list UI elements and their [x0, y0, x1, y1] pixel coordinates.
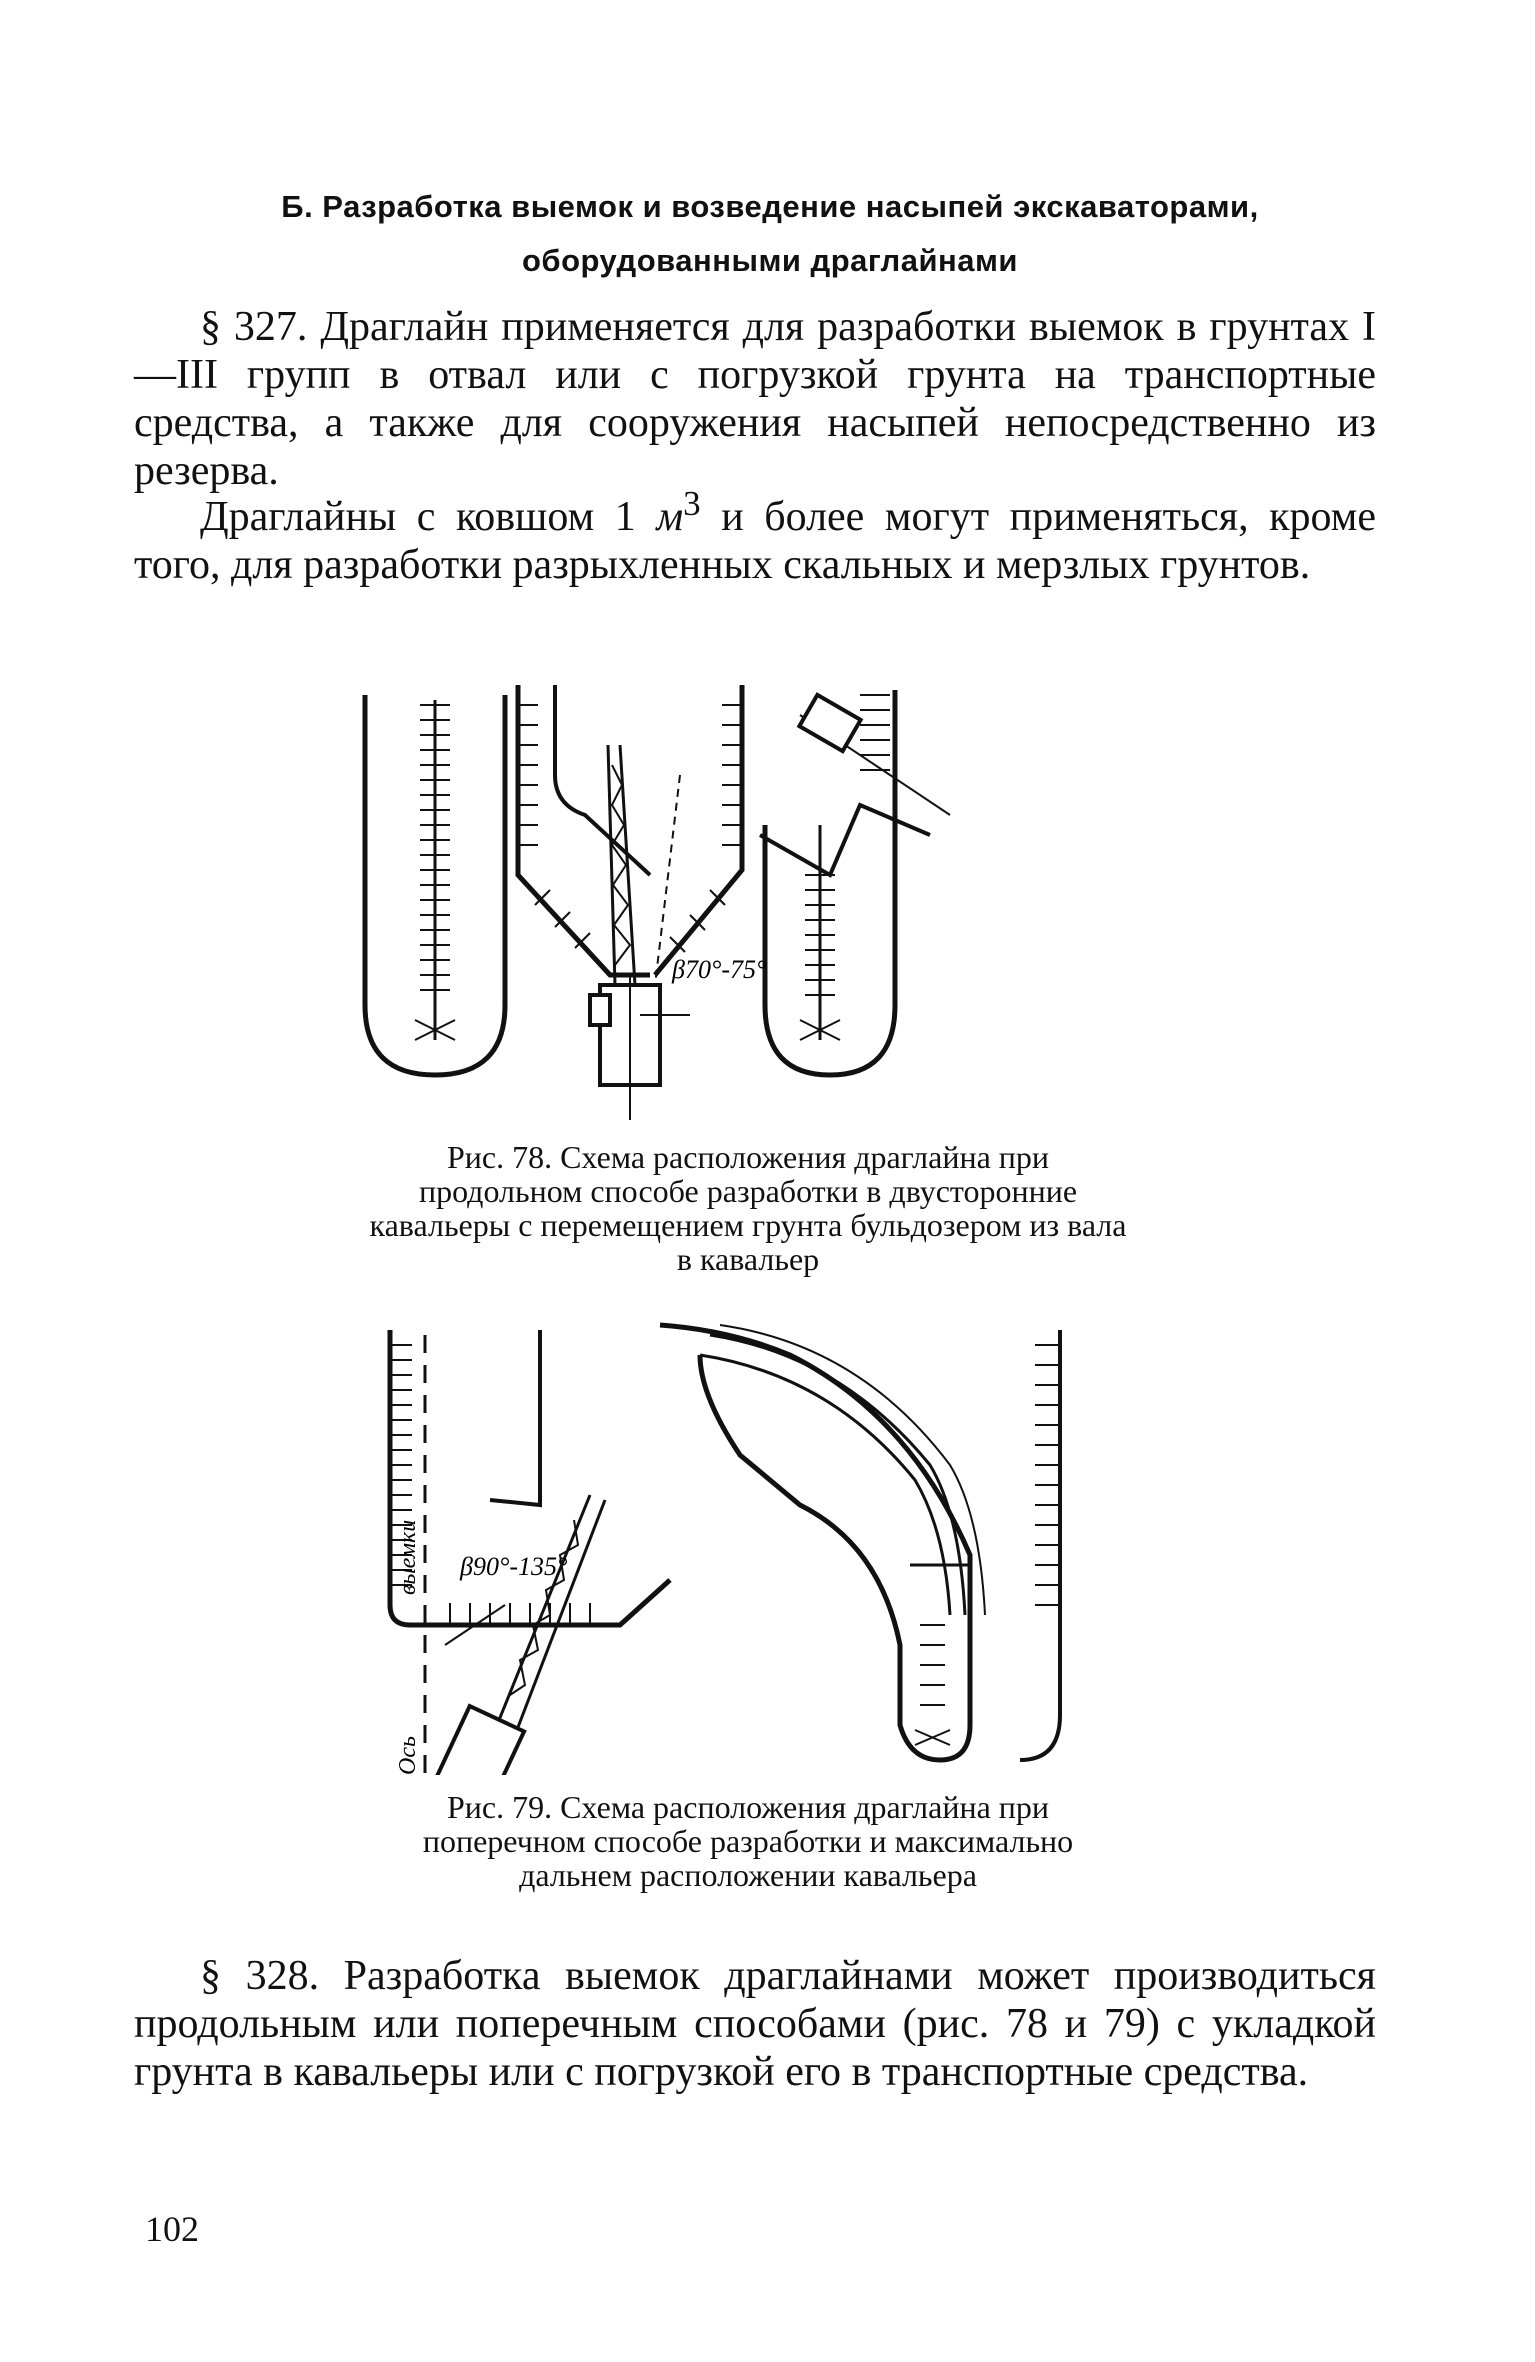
paragraph-327-cont-start: Драглайны с ковшом 1: [200, 494, 657, 540]
figure-79-diagram: [370, 1315, 1110, 1775]
paragraph-328: § 328. Разработка выемок драглайнами может производиться продольным или поперечным способами (рис. 78 и 79) с укладкой грунта в кавальеры или с погрузкой его в транспортные средства.: [134, 1953, 1376, 2095]
section-heading-line2: оборудованными драглайнами: [522, 243, 1018, 278]
cavalier-outline: [660, 1325, 970, 1760]
axis-label: Ось: [395, 1736, 421, 1775]
figure-79-caption: Рис. 79. Схема расположения драглайна при поперечном способе разработки и максимально дальнем расположении кавальера: [422, 1789, 1074, 1893]
section-heading: [150, 180, 1390, 288]
section-heading-line1: Б. Разработка выемок и возведение насыпей экскаваторами,: [281, 189, 1259, 224]
figure-79-angle-label: β90°-135°: [460, 1552, 568, 1581]
excavation-right-wall: [655, 685, 742, 975]
unit-exponent: 3: [683, 484, 701, 523]
paragraph-327: § 327. Драглайн применяется для разработки выемок в грунтах I—III групп в отвал или с погрузкой грунта на транспортные средства, а также для сооружения насыпей непосредственно из резерва.: [134, 304, 1376, 494]
excavation-wall-hatching: [390, 1345, 1060, 1745]
dragline-body-79: [436, 1706, 524, 1775]
figure-78-angle-label: β70°-75°: [672, 955, 767, 984]
excavation-inner-edge: [555, 685, 650, 875]
axis-label-excavation: выемки: [395, 1519, 421, 1595]
dragline-body: [590, 985, 660, 1085]
bulldozer-icon: [799, 695, 860, 751]
figure-78-diagram: [350, 675, 1150, 1125]
page-number: 102: [145, 2209, 199, 2249]
dragline-boom: [608, 745, 680, 985]
figure-78-caption: Рис. 78. Схема расположения драглайна при продольном способе разработки в двусторонние кавальеры с перемещением грунта бульдозером из вала в кавальер: [369, 1139, 1127, 1277]
paragraph-327-cont: [134, 480, 1376, 589]
unit-m: м: [656, 494, 684, 540]
excavation-inner-edge: [490, 1330, 540, 1505]
right-cavalier-outline: [765, 690, 895, 1075]
paragraph-327-cont-end: и более могут применяться, кроме того, для разработки разрыхленных скальных и мерзлых грунтов.: [134, 494, 1376, 588]
